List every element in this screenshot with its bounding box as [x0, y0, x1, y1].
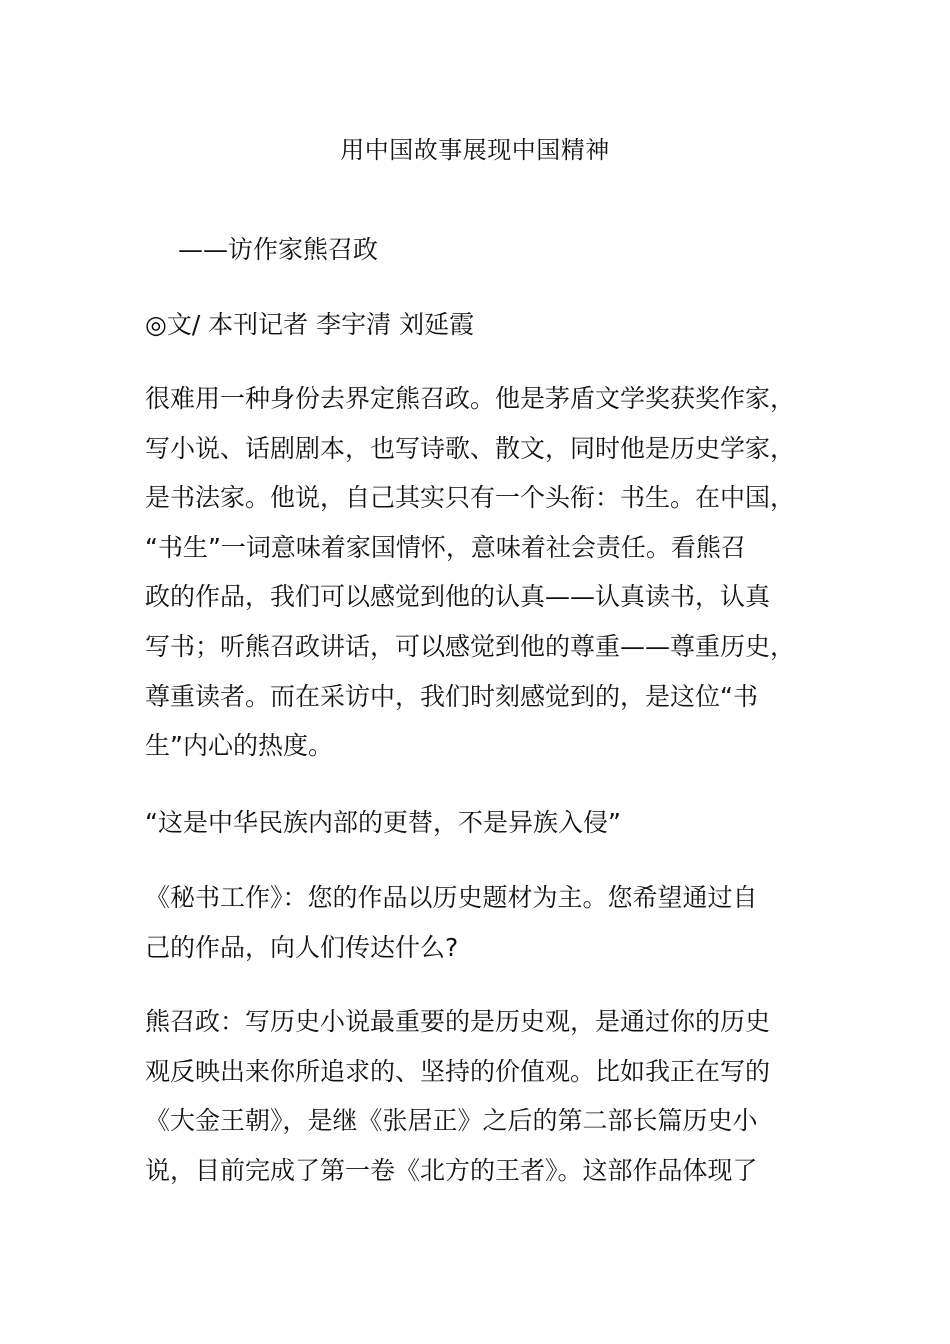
- section-heading-text: “这是中华民族内部的更替，不是异族入侵”: [145, 808, 621, 837]
- section-heading: [145, 798, 805, 848]
- article-title: 用中国故事展现中国精神: [340, 136, 610, 164]
- paragraph-line: “书生”一词意味着家国情怀，意味着社会责任。看熊召: [145, 532, 746, 562]
- paragraph-line: 是书法家。他说，自己其实只有一个头衔：书生。在中国，: [145, 483, 796, 513]
- paragraph-line: 政的作品，我们可以感觉到他的认真——认真读书，认真: [145, 582, 771, 612]
- paragraph-line: 《大金王朝》，是继《张居正》之后的第二部长篇历史小: [145, 1106, 758, 1136]
- paragraph-line: 己的作品，向人们传达什么?: [145, 932, 459, 962]
- article-byline: ◎文/ 本刊记者 李宇清 刘延霞: [145, 310, 475, 339]
- paragraph-line: 很难用一种身份去界定熊召政。他是茅盾文学奖获奖作家，: [145, 384, 796, 413]
- paragraph-line: 熊召政：写历史小说最重要的是历史观，是通过你的历史: [145, 1007, 771, 1036]
- article-subtitle: ——访作家熊召政: [178, 235, 379, 264]
- paragraph-line: 生”内心的热度。: [145, 731, 333, 761]
- paragraph-line: 《秘书工作》：您的作品以历史题材为主。您希望通过自: [145, 883, 758, 912]
- paragraph-line: 说，目前完成了第一卷《北方的王者》。这部作品体现了: [145, 1155, 758, 1185]
- paragraph-line: 写小说、话剧剧本，也写诗歌、散文，同时他是历史学家，: [145, 433, 796, 463]
- answer-paragraph: [145, 997, 805, 1195]
- intro-paragraph: [145, 374, 805, 771]
- paragraph-line: 写书；听熊召政讲话，可以感觉到他的尊重——尊重历史，: [145, 631, 796, 661]
- paragraph-line: 尊重读者。而在采访中，我们时刻感觉到的，是这位“书: [145, 681, 758, 711]
- question-paragraph: [145, 873, 805, 972]
- paragraph-line: 观反映出来你所追求的、坚持的价值观。比如我正在写的: [145, 1056, 771, 1086]
